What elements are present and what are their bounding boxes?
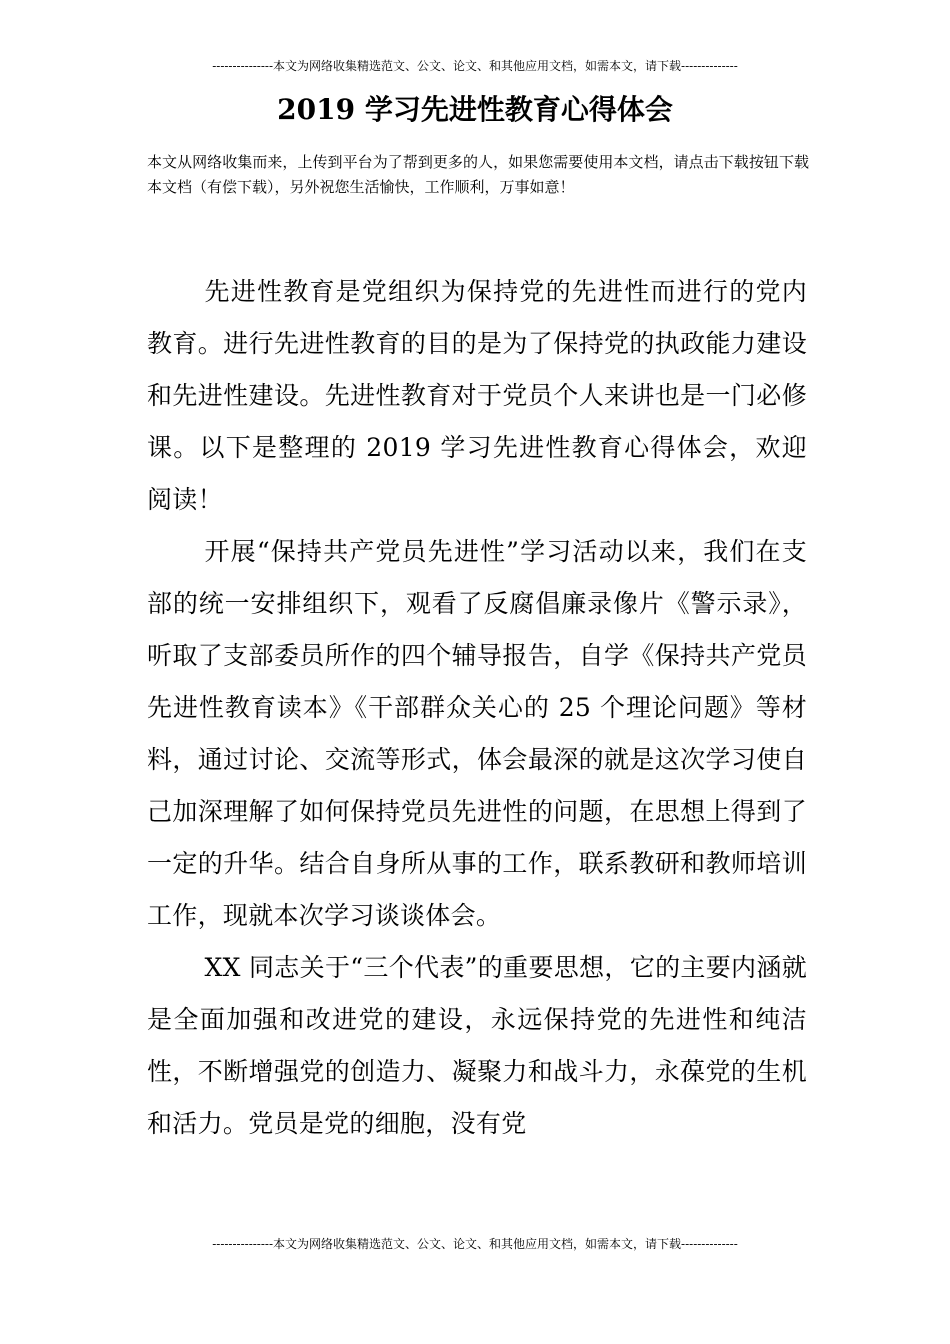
body-paragraph-1: 先进性教育是党组织为保持党的先进性而进行的党内教育。进行先进性教育的目的是为了保持党的执政能力建设和先进性建设。先进性教育对于党员个人来讲也是一门必修课。以下是整理的 2019 学习先进性教育心得体会，欢迎阅读！ xyxy=(147,277,807,514)
intro-notice: 本文从网络收集而来，上传到平台为了帮到更多的人，如果您需要使用本文档，请点击下载按钮下载本文档（有偿下载），另外祝您生活愉快，工作顺利，万事如意！ xyxy=(147,153,809,196)
document-body xyxy=(147,266,807,1150)
body-paragraph-3: XX 同志关于“三个代表”的重要思想，它的主要内涵就是全面加强和改进党的建设，永远保持党的先进性和纯洁性，不断增强党的创造力、凝聚力和战斗力，永葆党的生机和活力。党员是党的细胞，没有党 xyxy=(147,953,807,1138)
document-title: 2019 学习先进性教育心得体会 xyxy=(277,93,673,126)
footer-banner: ---------------本文为网络收集精选范文、公文、论文、和其他应用文档，如需本文，请下载-------------- xyxy=(212,1237,738,1251)
body-paragraph-2: 开展“保持共产党员先进性”学习活动以来，我们在支部的统一安排组织下，观看了反腐倡廉录像片《警示录》，听取了支部委员所作的四个辅导报告，自学《保持共产党员先进性教育读本》《干部群众关心的 25 个理论问题》等材料，通过讨论、交流等形式，体会最深的就是这次学习使自己加深理解了如何保持党员先进性的问题，在思想上得到了一定的升华。结合自身所从事的工作，联系教研和教师培训工作，现就本次学习谈谈体会。 xyxy=(147,537,807,930)
header-banner: ---------------本文为网络收集精选范文、公文、论文、和其他应用文档，如需本文，请下载-------------- xyxy=(212,59,738,73)
